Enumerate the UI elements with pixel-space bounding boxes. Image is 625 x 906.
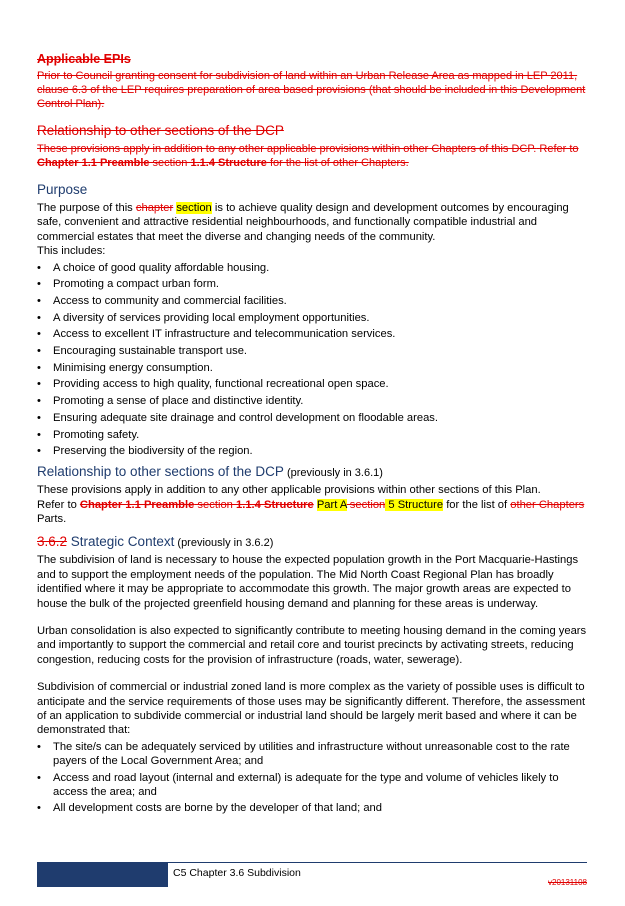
list-item: • Providing access to high quality, functional recreational open space. — [37, 377, 587, 391]
relationship-old-heading: Relationship to other sections of the DCP — [37, 123, 284, 138]
footer-accent-block — [37, 863, 168, 887]
list-item: • A choice of good quality affordable housing. — [37, 261, 587, 275]
relationship-new-t4: Parts. — [37, 513, 67, 525]
relationship-old-p1: These provisions apply in addition to any other applicable provisions within other Chapters of this DCP. — [37, 143, 537, 155]
relationship-new-t3: for the list of — [443, 498, 511, 511]
relationship-new-text — [37, 483, 587, 526]
relationship-new-d5: other Chapters — [510, 498, 585, 511]
list-item: • Promoting a sense of place and distinctive identity. — [37, 394, 587, 408]
relationship-old-p2d: 1.1.4 Structure — [190, 157, 267, 169]
purpose-inserted-word: section — [176, 202, 212, 214]
relationship-old-p2b: Chapter 1.1 Preamble — [37, 157, 150, 169]
strategic-p3: Subdivision of commercial or industrial zoned land is more complex as the variety of possible uses is difficult to anticipate and the service requirements of those uses may be significantly different. Therefore, the assessment of an application to subdivide commercial or industrial land should be largely merit based and where it can be demonstrated that: — [37, 681, 586, 737]
list-item: • Access to community and commercial facilities. — [37, 294, 587, 308]
relationship-new-t1: These provisions apply in addition to any other applicable provisions within other sections of this Plan. — [37, 484, 541, 497]
relationship-new-title: Relationship to other sections of the DCP — [37, 464, 284, 480]
footer-text: C5 Chapter 3.6 Subdivision — [173, 867, 301, 879]
relationship-new-d2: section — [194, 498, 236, 511]
strategic-p2: Urban consolidation is also expected to significantly contribute to meeting housing demand in the coming years and importantly to support the commercial and retail core and tourist precincts by activating streets, reducing congestion, reducing costs for the provision of infrastructure (roads, water, sewerage). — [37, 625, 587, 666]
applicable-epis-text: Prior to Council granting consent for subdivision of land within an Urban Release Area as mapped in LEP 2011, clause 6.3 of the LEP requires preparation of area based provisions (that should be included in this Development Control Plan). — [37, 70, 586, 110]
list-item: • A diversity of services providing local employment opportunities. — [37, 311, 587, 325]
relationship-new-i2: 5 Structure — [385, 498, 444, 511]
list-item: • All development costs are borne by the developer of that land; and — [37, 801, 587, 815]
list-item: • Promoting safety. — [37, 428, 587, 442]
purpose-t2: is to achieve quality design and development outcomes by encouraging safe, convenient and attractive residential neighbourhoods, and functionally compatible industrial and commercial estates that meet the diverse and changing needs of the community. — [37, 202, 569, 243]
purpose-t3: This includes: — [37, 245, 106, 258]
strategic-list — [37, 740, 587, 815]
relationship-old-p2e: for the list of other Chapters. — [266, 157, 409, 169]
list-item: • Preserving the biodiversity of the region. — [37, 444, 587, 458]
footer-version: v20131108 — [548, 878, 587, 887]
purpose-heading: Purpose — [37, 182, 88, 197]
strategic-note: (previously in 3.6.2) — [174, 537, 274, 550]
applicable-epis-heading: Applicable EPIs — [37, 52, 131, 66]
relationship-new-heading — [37, 464, 587, 479]
relationship-new-d4: section — [346, 498, 386, 511]
strategic-num-deleted: 3.6.2 — [37, 534, 68, 550]
purpose-list — [37, 261, 587, 459]
list-item: • Ensuring adequate site drainage and control development on floodable areas. — [37, 411, 587, 425]
relationship-old-p2a: Refer to — [539, 143, 579, 155]
list-item: • Access and road layout (internal and external) is adequate for the type and volume of vehicles likely to access the area; and — [37, 771, 587, 799]
relationship-old-p2c: section — [149, 157, 191, 169]
strategic-p1: The subdivision of land is necessary to house the expected population growth in the Port Macquarie-Hastings and to support the employment needs of the population. The Mid North Coast Regional Plan has broadly identified where it may be appropriate to accommodate this growth. The major growth areas are expected to house the bulk of the projected greenfield housing demand and planning for these areas is underway. — [37, 554, 579, 610]
list-item: • Promoting a compact urban form. — [37, 277, 587, 291]
relationship-new-d3: 1.1.4 Structure — [236, 498, 314, 511]
relationship-old-text — [37, 142, 587, 170]
purpose-deleted-word: chapter — [135, 202, 174, 214]
strategic-heading — [37, 534, 587, 549]
strategic-title: Strategic Context — [67, 534, 175, 550]
list-item: • The site/s can be adequately serviced by utilities and infrastructure without unreasonable cost to the rate payers of the Local Government Area; and — [37, 740, 587, 768]
purpose-t1: The purpose of this — [37, 202, 136, 214]
list-item: • Encouraging sustainable transport use. — [37, 344, 587, 358]
list-item: • Access to excellent IT infrastructure and telecommunication services. — [37, 327, 587, 341]
relationship-new-i1: Part A — [316, 498, 347, 511]
purpose-text — [37, 201, 587, 259]
document-page — [37, 52, 587, 818]
list-item: • Minimising energy consumption. — [37, 361, 587, 375]
page-footer — [37, 862, 587, 887]
relationship-new-d1: Chapter 1.1 Preamble — [79, 498, 195, 511]
relationship-new-note: (previously in 3.6.1) — [283, 467, 383, 480]
relationship-new-t2: Refer to — [37, 498, 80, 511]
